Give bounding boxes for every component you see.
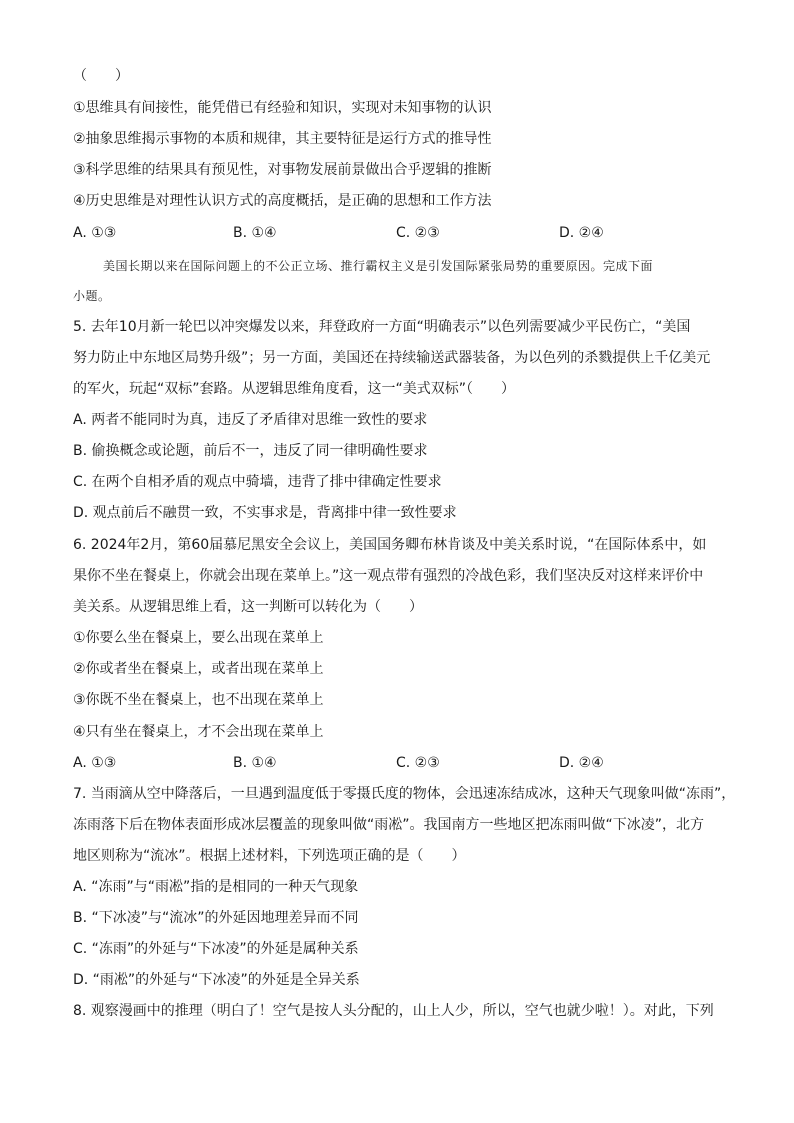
q6-statement-2: ②你或者坐在餐桌上，或者出现在菜单上 (73, 661, 324, 677)
q6-stem-line-3: 美关系。从逻辑思维上看，这一判断可以转化为（ ） (73, 599, 423, 615)
q4-answer-bracket: （ ） (73, 68, 129, 84)
q7-option-c[interactable]: C. “冻雨”的外延与“下冰凌”的外延是属种关系 (73, 941, 359, 957)
intro-line-1: 美国长期以来在国际问题上的不公正立场、推行霸权主义是引发国际紧张局势的重要原因。完成下面 (103, 259, 654, 273)
q6-option-b[interactable]: B. ①④ (233, 755, 277, 771)
q7-option-a[interactable]: A. “冻雨”与“雨凇”指的是相同的一种天气现象 (73, 879, 359, 895)
q4-option-b[interactable]: B. ①④ (233, 225, 277, 241)
q6-statement-4: ④只有坐在餐桌上，才不会出现在菜单上 (73, 724, 324, 740)
q6-option-c[interactable]: C. ②③ (396, 755, 440, 771)
q5-stem-line-2: 努力防止中东地区局势升级”；另一方面，美国还在持续输送武器装备，为以色列的杀戮提供上千亿美元 (73, 350, 711, 366)
q4-options (73, 223, 733, 243)
q6-stem-line-2: 果你不坐在餐桌上，你就会出现在菜单上。”这一观点带有强烈的冷战色彩，我们坚决反对这样来评价中 (73, 568, 704, 584)
q7-option-d[interactable]: D. “雨凇”的外延与“下冰凌”的外延是全异关系 (73, 972, 360, 988)
q8-stem-line-1: 8. 观察漫画中的推理（明白了！空气是按人头分配的，山上人少，所以，空气也就少啦！）。对此，下列 (73, 1003, 714, 1019)
q6-stem-line-1: 6. 2024年2月，第60届慕尼黑安全会议上，美国国务卿布林肯谈及中美关系时说，“在国际体系中，如 (73, 537, 707, 553)
q7-option-b[interactable]: B. “下冰凌”与“流冰”的外延因地理差异而不同 (73, 910, 359, 926)
q6-option-d[interactable]: D. ②④ (559, 755, 604, 771)
intro-line-2: 小题。 (73, 289, 111, 303)
q4-option-a[interactable]: A. ①③ (73, 225, 117, 241)
q7-stem-line-2: 冻雨落下后在物体表面形成冰层覆盖的现象叫做“雨凇”。我国南方一些地区把冻雨叫做“下冰凌”，北方 (73, 817, 705, 833)
q7-stem-line-1: 7. 当雨滴从空中降落后，一旦遇到温度低于零摄氏度的物体，会迅速冻结成冰，这种天气现象叫做“冻雨”， (73, 786, 736, 802)
q4-statement-4: ④历史思维是对理性认识方式的高度概括，是正确的思想和工作方法 (73, 193, 492, 209)
q6-statement-3: ③你既不坐在餐桌上，也不出现在菜单上 (73, 692, 324, 708)
q6-option-a[interactable]: A. ①③ (73, 755, 117, 771)
q5-option-b[interactable]: B. 偷换概念或论题，前后不一，违反了同一律明确性要求 (73, 443, 428, 459)
q5-option-c[interactable]: C. 在两个自相矛盾的观点中骑墙，违背了排中律确定性要求 (73, 474, 442, 490)
q4-option-c[interactable]: C. ②③ (396, 225, 440, 241)
q4-statement-3: ③科学思维的结果具有预见性，对事物发展前景做出合乎逻辑的推断 (73, 162, 492, 178)
q6-statement-1: ①你要么坐在餐桌上，要么出现在菜单上 (73, 630, 324, 646)
q5-option-a[interactable]: A. 两者不能同时为真，违反了矛盾律对思维一致性的要求 (73, 412, 428, 428)
q4-statement-1: ①思维具有间接性，能凭借已有经验和知识，实现对未知事物的认识 (73, 100, 492, 116)
q7-stem-line-3: 地区则称为“流冰”。根据上述材料，下列选项正确的是（ ） (73, 848, 466, 864)
q6-options (73, 753, 733, 773)
q5-option-d[interactable]: D. 观点前后不融贯一致，不实事求是，背离排中律一致性要求 (73, 505, 457, 521)
q4-statement-2: ②抽象思维揭示事物的本质和规律，其主要特征是运行方式的推导性 (73, 131, 492, 147)
q4-option-d[interactable]: D. ②④ (559, 225, 604, 241)
q5-stem-line-3: 的军火，玩起“双标”套路。从逻辑思维角度看，这一“美式双标”（ ） (73, 381, 516, 397)
q5-stem-line-1: 5. 去年10月新一轮巴以冲突爆发以来，拜登政府一方面“明确表示”以色列需要减少平民伤亡，“美国 (73, 319, 691, 335)
